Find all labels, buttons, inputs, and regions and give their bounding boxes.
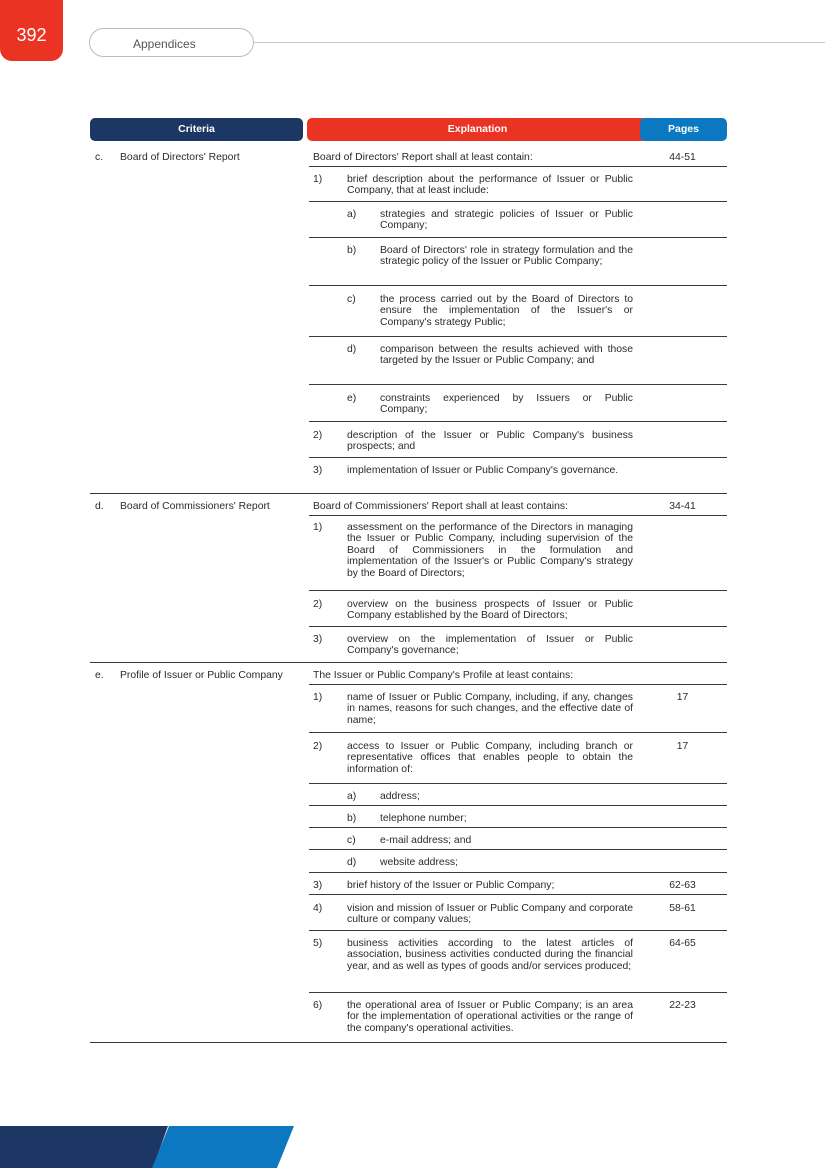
group-divider xyxy=(90,493,727,494)
criteria-letter: e. xyxy=(95,670,104,681)
criteria-intro: Board of Commissioners' Report shall at least contains: xyxy=(313,501,568,512)
row-divider xyxy=(309,166,727,167)
item-text: assessment on the performance of the Directors in managing the Issuer or Public Company, including supervision of the Board of Commissioners in the formulation and implementation of the Issuer's or Public Company's strategy by the Board of Directors; xyxy=(347,522,633,579)
column-header-pages: Pages xyxy=(640,118,727,141)
page-ref: 22-23 xyxy=(669,1000,696,1011)
item-text: vision and mission of Issuer or Public Company and corporate culture or company values; xyxy=(347,903,633,926)
row-divider xyxy=(309,515,727,516)
row-divider xyxy=(309,849,727,850)
item-text: overview on the business prospects of Issuer or Public Company established by the Board of Directors; xyxy=(347,599,633,622)
row-divider xyxy=(309,590,727,591)
subitem-text: address; xyxy=(380,791,420,802)
section-title: Appendices xyxy=(133,37,196,51)
subitem-number: a) xyxy=(347,791,357,802)
criteria-name: Board of Commissioners' Report xyxy=(120,501,270,512)
subitem-text: strategies and strategic policies of Issuer or Public Company; xyxy=(380,209,633,232)
item-text: overview on the implementation of Issuer or Public Company's governance; xyxy=(347,634,633,657)
criteria-name: Profile of Issuer or Public Company xyxy=(120,670,283,681)
criteria-letter: d. xyxy=(95,501,104,512)
item-text: brief history of the Issuer or Public Company; xyxy=(347,880,555,891)
row-divider xyxy=(309,237,727,238)
item-number: 1) xyxy=(313,174,323,185)
column-header-explanation: Explanation xyxy=(307,118,648,141)
page-number-badge xyxy=(0,0,63,61)
subitem-text: constraints experienced by Issuers or Public Company; xyxy=(380,393,633,416)
subitem-text: telephone number; xyxy=(380,813,467,824)
subitem-text: comparison between the results achieved with those targeted by the Issuer or Public Company; and xyxy=(380,344,633,367)
item-text: description of the Issuer or Public Company's business prospects; and xyxy=(347,430,633,453)
page-ref: 17 xyxy=(676,741,689,752)
header-rule xyxy=(254,42,825,43)
row-divider xyxy=(309,457,727,458)
page-ref: 17 xyxy=(676,692,689,703)
row-divider xyxy=(309,684,727,685)
page-number: 392 xyxy=(16,25,47,45)
table-bottom-rule xyxy=(90,1042,727,1043)
item-number: 3) xyxy=(313,465,323,476)
item-text: implementation of Issuer or Public Company's governance. xyxy=(347,465,619,476)
item-text: the operational area of Issuer or Public Company; is an area for the implementation of operational activities or the range of the company's operational activities. xyxy=(347,1000,633,1034)
criteria-intro: Board of Directors' Report shall at least contain: xyxy=(313,152,533,163)
row-divider xyxy=(309,930,727,931)
item-number: 2) xyxy=(313,430,323,441)
subitem-text: website address; xyxy=(380,857,458,868)
subitem-number: b) xyxy=(347,813,357,824)
page-ref: 64-65 xyxy=(669,938,696,949)
column-header-criteria: Criteria xyxy=(90,118,303,141)
subitem-number: d) xyxy=(347,344,357,355)
row-divider xyxy=(309,827,727,828)
item-text: business activities according to the latest articles of association, business activities conducted during the financial year, and as well as types of goods and/or services produced; xyxy=(347,938,633,972)
item-number: 6) xyxy=(313,1000,323,1011)
row-divider xyxy=(309,626,727,627)
section-tab xyxy=(89,28,254,57)
item-text: access to Issuer or Public Company, including branch or representative offices that enables people to obtain the information of: xyxy=(347,741,633,775)
item-number: 2) xyxy=(313,741,323,752)
subitem-text: e-mail address; and xyxy=(380,835,472,846)
row-divider xyxy=(309,992,727,993)
item-number: 5) xyxy=(313,938,323,949)
subitem-number: c) xyxy=(347,294,356,305)
criteria-name: Board of Directors' Report xyxy=(120,152,240,163)
page-ref: 58-61 xyxy=(669,903,696,914)
footer-blue-band xyxy=(152,1126,294,1168)
row-divider xyxy=(309,783,727,784)
item-number: 4) xyxy=(313,903,323,914)
item-number: 1) xyxy=(313,692,323,703)
row-divider xyxy=(309,201,727,202)
subitem-number: c) xyxy=(347,835,356,846)
item-number: 2) xyxy=(313,599,323,610)
row-divider xyxy=(309,421,727,422)
subitem-number: d) xyxy=(347,857,357,868)
item-text: brief description about the performance of Issuer or Public Company, that at least include: xyxy=(347,174,633,197)
group-divider xyxy=(90,662,727,663)
row-divider xyxy=(309,732,727,733)
row-divider xyxy=(309,872,727,873)
item-number: 1) xyxy=(313,522,323,533)
subitem-text: the process carried out by the Board of Directors to ensure the implementation of the Issuer's or Company's strategy Public; xyxy=(380,294,633,328)
subitem-text: Board of Directors' role in strategy formulation and the strategic policy of the Issuer or Public Company; xyxy=(380,245,633,268)
criteria-intro: The Issuer or Public Company's Profile at least contains: xyxy=(313,670,574,681)
row-divider xyxy=(309,336,727,337)
subitem-number: a) xyxy=(347,209,357,220)
row-divider xyxy=(309,894,727,895)
subitem-number: b) xyxy=(347,245,357,256)
page-ref: 44-51 xyxy=(669,152,696,163)
item-text: name of Issuer or Public Company, including, if any, changes in names, reasons for such changes, and the effective date of name; xyxy=(347,692,633,726)
item-number: 3) xyxy=(313,880,323,891)
item-number: 3) xyxy=(313,634,323,645)
row-divider xyxy=(309,285,727,286)
criteria-letter: c. xyxy=(95,152,104,163)
page-ref: 34-41 xyxy=(669,501,696,512)
subitem-number: e) xyxy=(347,393,357,404)
row-divider xyxy=(309,805,727,806)
page-ref: 62-63 xyxy=(669,880,696,891)
footer-navy-band xyxy=(0,1126,168,1168)
row-divider xyxy=(309,384,727,385)
